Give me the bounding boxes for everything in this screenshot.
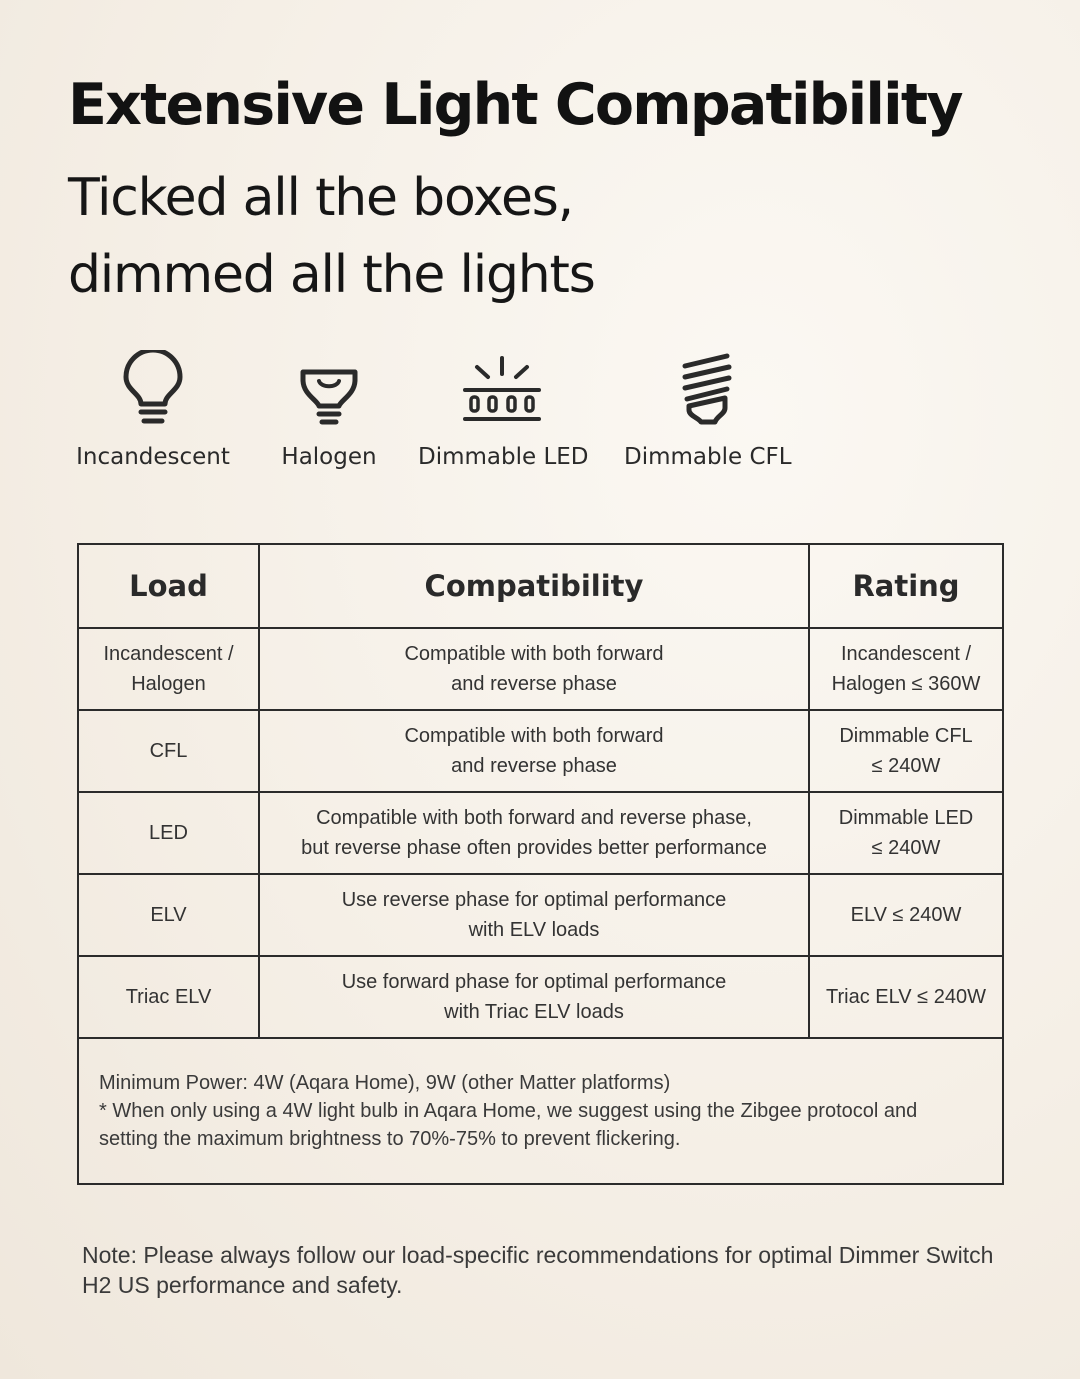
- page-title: Extensive Light Compatibility: [68, 72, 962, 138]
- subtitle-line-1: Ticked all the boxes,: [68, 168, 573, 228]
- page-subtitle: [68, 160, 595, 314]
- table-row: [78, 710, 1003, 792]
- notes-cell: [78, 1038, 1003, 1184]
- footer-note: Note: Please always follow our load-specific recommendations for optimal Dimmer Switch H2 US performance and safety.: [82, 1242, 994, 1298]
- bulb-type-label: Dimmable LED: [418, 444, 589, 470]
- halogen-bulb-icon: [299, 350, 359, 430]
- bulb-type-dimmable-cfl: [624, 350, 790, 470]
- compatibility-cell: Compatible with both forward and reverse phase: [259, 628, 809, 710]
- bulb-type-label: Halogen: [281, 444, 377, 470]
- rating-column-header: Rating: [809, 544, 1003, 628]
- led-strip-icon: [462, 350, 542, 430]
- subtitle-line-2: dimmed all the lights: [68, 245, 595, 305]
- table-notes-row: [78, 1038, 1003, 1184]
- compatibility-cell: Use reverse phase for optimal performance with ELV loads: [259, 874, 809, 956]
- rating-cell: ELV ≤ 240W: [809, 874, 1003, 956]
- table-row: [78, 956, 1003, 1038]
- load-cell: CFL: [78, 710, 259, 792]
- rating-cell: Triac ELV ≤ 240W: [809, 956, 1003, 1038]
- bulb-type-incandescent: [75, 350, 231, 470]
- cfl-bulb-icon: [677, 350, 737, 430]
- load-cell: Triac ELV: [78, 956, 259, 1038]
- compatibility-column-header: Compatibility: [259, 544, 809, 628]
- compatibility-cell: Compatible with both forward and reverse phase: [259, 710, 809, 792]
- table-row: [78, 628, 1003, 710]
- table-header-row: [78, 544, 1003, 628]
- compatibility-cell: Compatible with both forward and reverse phase, but reverse phase often provides better performance: [259, 792, 809, 874]
- load-cell: ELV: [78, 874, 259, 956]
- load-cell: LED: [78, 792, 259, 874]
- compatibility-cell: Use forward phase for optimal performance with Triac ELV loads: [259, 956, 809, 1038]
- zigbee-note-line-2: setting the maximum brightness to 70%-75% to prevent flickering.: [99, 1128, 681, 1150]
- load-column-header: Load: [78, 544, 259, 628]
- incandescent-bulb-icon: [122, 350, 184, 430]
- compatibility-table: [77, 543, 1004, 1185]
- rating-cell: Dimmable LED ≤ 240W: [809, 792, 1003, 874]
- bulb-type-dimmable-led: [418, 350, 589, 470]
- zigbee-note-line-1: * When only using a 4W light bulb in Aqara Home, we suggest using the Zibgee protocol and: [99, 1100, 918, 1122]
- bulb-type-halogen: [279, 350, 379, 470]
- minimum-power-note: Minimum Power: 4W (Aqara Home), 9W (other Matter platforms): [99, 1072, 671, 1094]
- rating-cell: Dimmable CFL ≤ 240W: [809, 710, 1003, 792]
- bulb-type-label: Incandescent: [76, 444, 230, 470]
- table-row: [78, 874, 1003, 956]
- bulb-type-label: Dimmable CFL: [624, 444, 792, 470]
- rating-cell: Incandescent / Halogen ≤ 360W: [809, 628, 1003, 710]
- load-cell: Incandescent / Halogen: [78, 628, 259, 710]
- table-row: [78, 792, 1003, 874]
